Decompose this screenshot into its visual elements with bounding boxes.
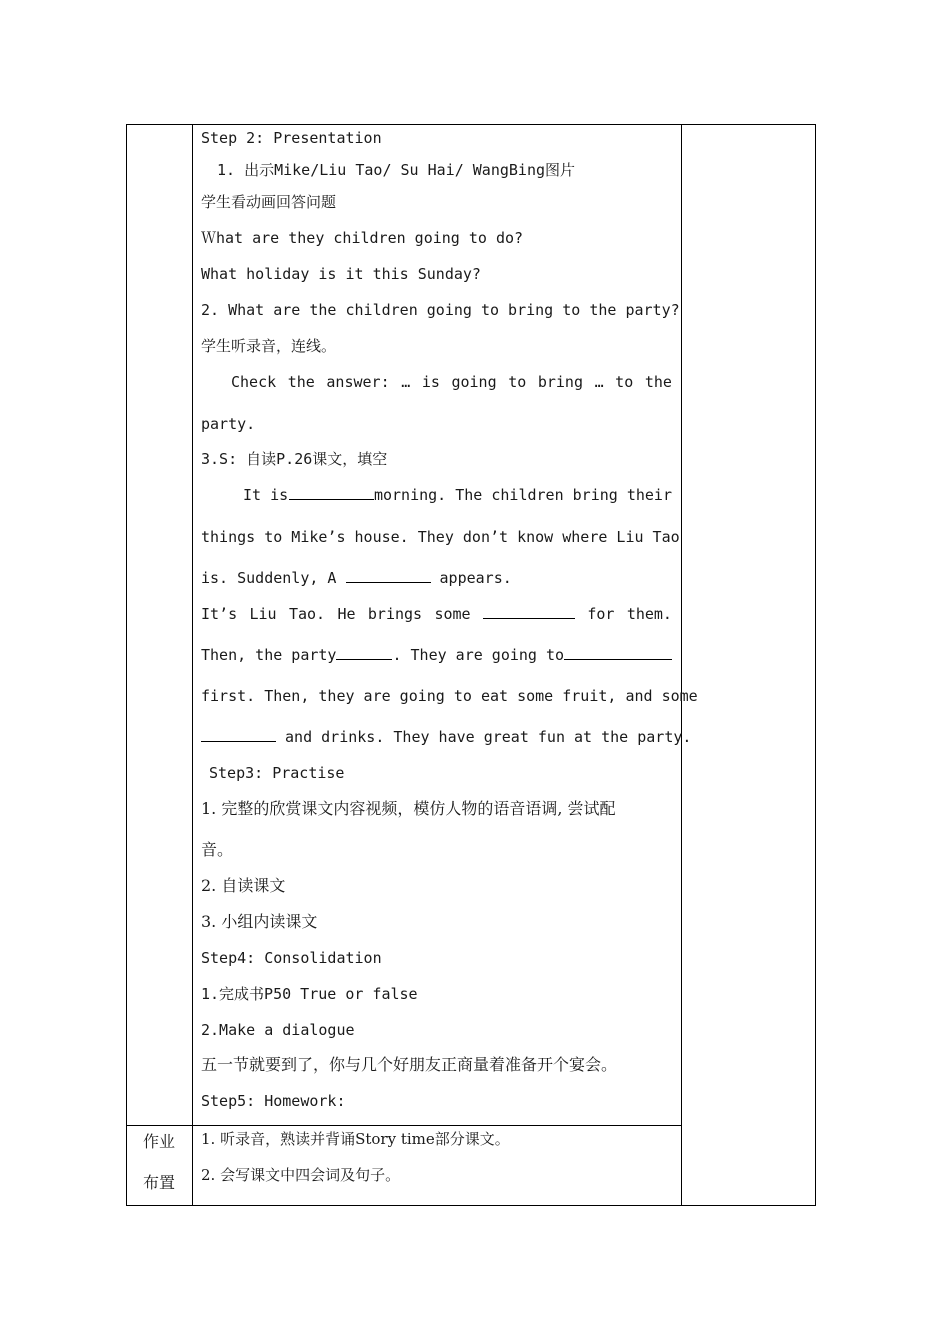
- word: Tao.: [288, 605, 326, 623]
- text: is. Suddenly, A: [201, 569, 337, 587]
- step3-item-1: 1. 完整的欣赏课文内容视频，模仿人物的语音语调, 尝试配: [201, 799, 616, 818]
- step3-heading: Step3: Practise: [209, 764, 345, 782]
- cloze-line-6: [201, 686, 698, 706]
- question-1: Ｗhat are they children going to do?: [201, 229, 524, 247]
- row-divider: [126, 1125, 682, 1126]
- word: is: [421, 373, 440, 391]
- question-2: What holiday is it this Sunday?: [201, 265, 481, 283]
- check-answer-line: [231, 372, 672, 392]
- fill-blank[interactable]: [483, 604, 575, 619]
- homework-label-2: 布置: [142, 1173, 175, 1192]
- step4-item-2: 2.Make a dialogue: [201, 1021, 355, 1039]
- step4-heading: Step4: Consolidation: [201, 949, 382, 967]
- listen-instruction: 学生听录音，连线。: [201, 337, 337, 355]
- text: morning. The children bring their: [373, 486, 672, 504]
- table-border-bottom: [126, 1205, 816, 1206]
- fill-blank[interactable]: [564, 645, 672, 660]
- step2-item-2: 2. What are the children going to bring to the party?: [201, 301, 680, 319]
- cloze-line-1: [243, 485, 672, 505]
- cloze-line-7: [201, 727, 691, 747]
- text: and drinks. They have great fun at the party.: [285, 728, 692, 746]
- step5-heading: Step5: Homework:: [201, 1092, 346, 1110]
- word: brings: [367, 605, 423, 623]
- word: Check: [231, 373, 277, 391]
- column-divider-1: [192, 124, 193, 1206]
- column-divider-2: [681, 124, 682, 1206]
- text: Then, the party: [201, 646, 337, 664]
- word: the: [644, 373, 672, 391]
- table-border-left: [126, 124, 127, 1206]
- word: them.: [626, 605, 672, 623]
- homework-item-1: 1. 听录音，熟读并背诵Story time部分课文。: [201, 1130, 510, 1148]
- homework-item-2: 2. 会写课文中四会词及句子。: [201, 1166, 401, 1184]
- cloze-line-3: [201, 568, 512, 588]
- cloze-line-4: [201, 604, 672, 624]
- word: some: [434, 605, 471, 623]
- step4-scenario: 五一节就要到了，你与几个好朋友正商量着准备开个宴会。: [201, 1055, 618, 1074]
- step2-instruction: 学生看动画回答问题: [201, 193, 337, 211]
- text: It is: [243, 486, 289, 504]
- text: appears.: [439, 569, 512, 587]
- cloze-line-5: [201, 645, 672, 665]
- step4-item-1: 1.完成书P50 True or false: [201, 985, 418, 1003]
- text: . They are going to: [392, 646, 565, 664]
- step2-item-3: 3.S: 自读P.26课文，填空: [201, 450, 388, 468]
- check-answer-cont: party.: [201, 415, 256, 433]
- word: going: [451, 373, 497, 391]
- homework-label-1: 作业: [142, 1132, 175, 1151]
- step2-heading: Step 2: Presentation: [201, 129, 382, 147]
- fill-blank[interactable]: [201, 727, 276, 742]
- text: first. Then, they are going to eat some fruit, and some: [201, 687, 698, 705]
- word: the: [287, 373, 315, 391]
- word: for: [587, 605, 615, 623]
- word: to: [508, 373, 527, 391]
- step3-item-3: 3. 小组内读课文: [201, 912, 318, 931]
- word: to: [615, 373, 634, 391]
- table-border-right: [815, 124, 816, 1206]
- table-border-top: [126, 124, 816, 125]
- word: He: [337, 605, 356, 623]
- word: answer:: [326, 373, 390, 391]
- fill-blank[interactable]: [336, 645, 392, 660]
- step3-item-1-cont: 音。: [201, 840, 234, 859]
- word: …: [401, 373, 411, 391]
- step3-item-2: 2. 自读课文: [201, 876, 286, 895]
- word: It’s: [201, 605, 238, 623]
- word: …: [594, 373, 604, 391]
- word: Liu: [249, 605, 277, 623]
- fill-blank[interactable]: [289, 485, 374, 500]
- cloze-line-2: things to Mike’s house. They don’t know where Liu Tao: [201, 528, 680, 546]
- fill-blank[interactable]: [346, 568, 431, 583]
- step2-item-1: 1. 出示Mike/Liu Tao/ Su Hai/ WangBing图片: [217, 161, 576, 179]
- word: bring: [537, 373, 583, 391]
